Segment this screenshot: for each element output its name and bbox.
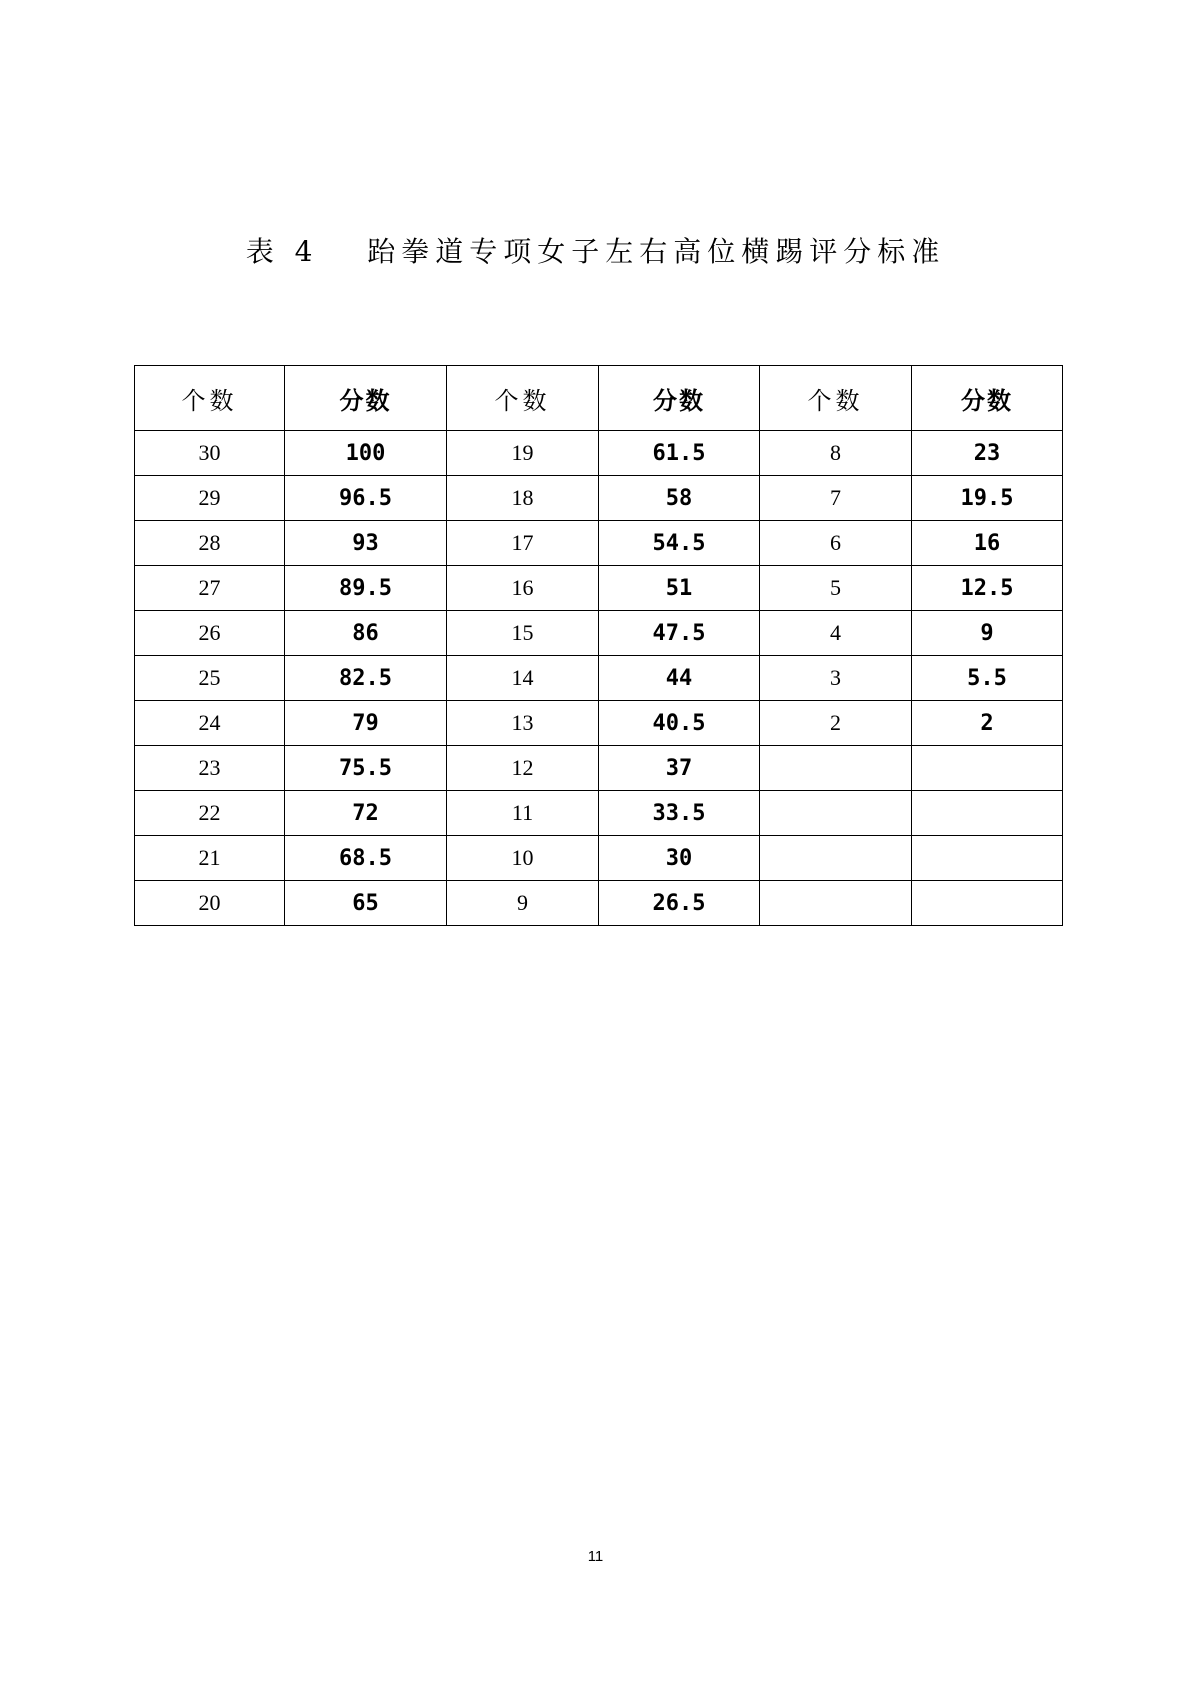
count-cell: 13: [447, 701, 599, 746]
score-cell: 12.5: [912, 566, 1063, 611]
score-cell: 96.5: [285, 476, 447, 521]
count-cell: 2: [760, 701, 912, 746]
table-row: [135, 701, 1063, 746]
table-row: [135, 431, 1063, 476]
score-cell: 19.5: [912, 476, 1063, 521]
count-cell: 25: [135, 656, 285, 701]
header-score-2: 分数: [599, 366, 760, 431]
score-cell: 54.5: [599, 521, 760, 566]
table-row: [135, 521, 1063, 566]
score-cell: 2: [912, 701, 1063, 746]
score-cell: 68.5: [285, 836, 447, 881]
score-cell: 33.5: [599, 791, 760, 836]
count-cell: 19: [447, 431, 599, 476]
count-cell: 17: [447, 521, 599, 566]
count-cell: 6: [760, 521, 912, 566]
score-cell: 89.5: [285, 566, 447, 611]
score-cell: [912, 881, 1063, 926]
header-score-3: 分数: [912, 366, 1063, 431]
count-cell: [760, 746, 912, 791]
count-cell: 9: [447, 881, 599, 926]
score-cell: 79: [285, 701, 447, 746]
score-cell: 37: [599, 746, 760, 791]
score-cell: 26.5: [599, 881, 760, 926]
score-cell: 5.5: [912, 656, 1063, 701]
table-row: [135, 881, 1063, 926]
score-cell: 47.5: [599, 611, 760, 656]
table-row: [135, 611, 1063, 656]
score-cell: [912, 746, 1063, 791]
score-cell: 86: [285, 611, 447, 656]
table-body: [135, 431, 1063, 926]
header-score-1: 分数: [285, 366, 447, 431]
score-cell: 72: [285, 791, 447, 836]
count-cell: 22: [135, 791, 285, 836]
count-cell: 18: [447, 476, 599, 521]
header-count-2: 个数: [447, 366, 599, 431]
count-cell: 24: [135, 701, 285, 746]
score-cell: 58: [599, 476, 760, 521]
count-cell: 14: [447, 656, 599, 701]
score-cell: 65: [285, 881, 447, 926]
count-cell: 21: [135, 836, 285, 881]
table-row: [135, 746, 1063, 791]
count-cell: 28: [135, 521, 285, 566]
score-cell: 9: [912, 611, 1063, 656]
count-cell: 20: [135, 881, 285, 926]
count-cell: 15: [447, 611, 599, 656]
count-cell: 16: [447, 566, 599, 611]
count-cell: [760, 836, 912, 881]
table-row: [135, 791, 1063, 836]
score-cell: 75.5: [285, 746, 447, 791]
table-row: [135, 566, 1063, 611]
table-header-row: [135, 366, 1063, 431]
count-cell: 8: [760, 431, 912, 476]
count-cell: 29: [135, 476, 285, 521]
header-count-1: 个数: [135, 366, 285, 431]
count-cell: 27: [135, 566, 285, 611]
header-count-3: 个数: [760, 366, 912, 431]
count-cell: 7: [760, 476, 912, 521]
score-cell: 40.5: [599, 701, 760, 746]
score-cell: 30: [599, 836, 760, 881]
count-cell: 30: [135, 431, 285, 476]
table-row: [135, 656, 1063, 701]
count-cell: 11: [447, 791, 599, 836]
count-cell: [760, 791, 912, 836]
count-cell: 4: [760, 611, 912, 656]
score-cell: [912, 836, 1063, 881]
count-cell: 3: [760, 656, 912, 701]
count-cell: 23: [135, 746, 285, 791]
score-cell: 93: [285, 521, 447, 566]
table-row: [135, 476, 1063, 521]
table-row: [135, 836, 1063, 881]
page-number: 11: [587, 1548, 604, 1565]
score-cell: 23: [912, 431, 1063, 476]
count-cell: 10: [447, 836, 599, 881]
count-cell: [760, 881, 912, 926]
count-cell: 12: [447, 746, 599, 791]
scoring-table: [134, 365, 1063, 926]
count-cell: 26: [135, 611, 285, 656]
score-cell: 51: [599, 566, 760, 611]
count-cell: 5: [760, 566, 912, 611]
table-title: 表 4 跆拳道专项女子左右高位横踢评分标准: [245, 235, 946, 268]
score-cell: [912, 791, 1063, 836]
score-cell: 100: [285, 431, 447, 476]
score-cell: 61.5: [599, 431, 760, 476]
score-cell: 82.5: [285, 656, 447, 701]
score-cell: 44: [599, 656, 760, 701]
score-cell: 16: [912, 521, 1063, 566]
